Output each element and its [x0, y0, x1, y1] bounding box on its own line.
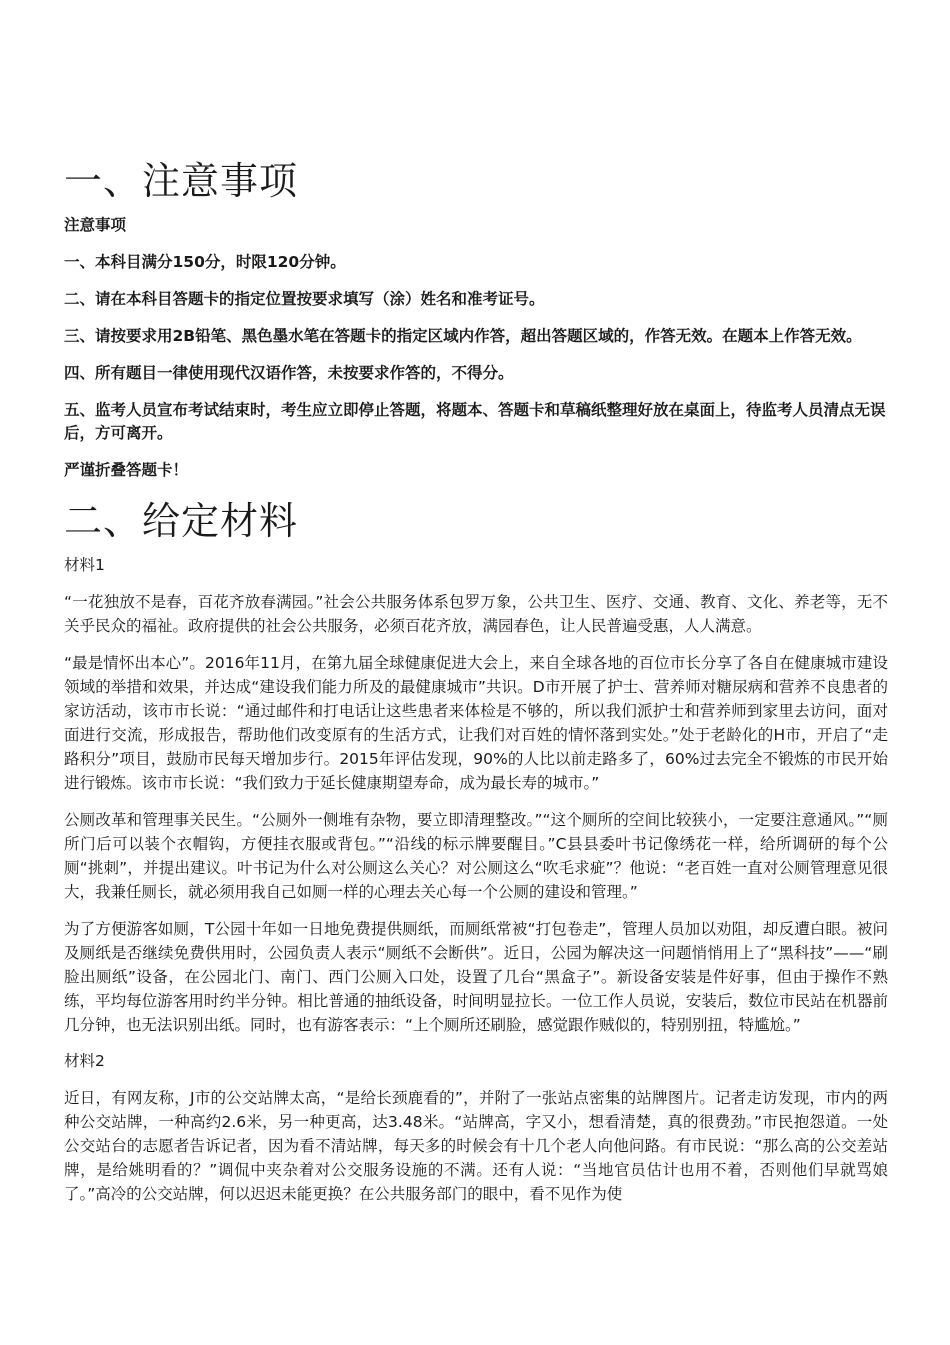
notice-warning: 严谨折叠答题卡！: [64, 461, 189, 479]
notice-item-3: 三、请按要求用2B铅笔、黑色墨水笔在答题卡的指定区域内作答，超出答题区域的，作答无效。在题本上作答无效。: [64, 327, 862, 345]
notice-subtitle: 注意事项: [64, 216, 127, 234]
notice-item-4: 四、所有题目一律使用现代汉语作答，未按要求作答的，不得分。: [64, 364, 514, 382]
material-2-paragraph: 近日，有网友称，J市的公交站牌太高，“是给长颈鹿看的”，并附了一张站点密集的站牌图片。记者走访发现，市内的两种公交站牌，一种高约2.6米，另一种更高，达3.48米。“站牌高，字又小，想看清楚，真的很费劲。”市民抱怨道。一处公交站台的志愿者告诉记者，因为看不清站牌，每天多的时候会有十几个老人向他问路。有市民说：“那么高的公交差站牌，是给姚明看的？”调侃中夹杂着对公交服务设施的不满。还有人说：“当地官员估计也用不着，否则他们早就骂娘了。”高冷的公交站牌，何以迟迟未能更换？在公共服务部门的眼中，看不见作为使: [64, 1089, 888, 1203]
material-1-label: 材料1: [64, 556, 105, 574]
document-page: [64, 156, 888, 1219]
material-1-paragraph: 为了方便游客如厕，T公园十年如一日地免费提供厕纸，而厕纸常被“打包卷走”，管理人员加以劝阻，却反遭白眼。被问及厕纸是否继续免费供用时，公园负责人表示“厕纸不会断供”。近日，公园为解决这一问题悄悄用上了“黑科技”——“刷脸出厕纸”设备，在公园北门、南门、西门公厕入口处，设置了几台“黑盒子”。新设备安装是件好事，但由于操作不熟练，平均每位游客用时约半分钟。相比普通的抽纸设备，时间明显拉长。一位工作人员说，安装后，数位市民站在机器前几分钟，也无法识别出纸。同时，也有游客表示：“上个厕所还刷脸，感觉跟作贼似的，特别别扭，特尴尬。”: [64, 920, 888, 1034]
section-title-materials: 二、给定材料: [64, 499, 299, 543]
section-title-notice: 一、注意事项: [64, 159, 299, 203]
material-2-label: 材料2: [64, 1052, 105, 1070]
notice-item-2: 二、请在本科目答题卡的指定位置按要求填写（涂）姓名和准考证号。: [64, 290, 545, 308]
material-1-paragraph: “一花独放不是春，百花齐放春满园。”社会公共服务体系包罗万象，公共卫生、医疗、交通、教育、文化、养老等，无不关乎民众的福祉。政府提供的社会公共服务，必须百花齐放，满园春色，让人民普遍受惠，人人满意。: [64, 593, 888, 635]
material-1-paragraph: “最是情怀出本心”。2016年11月，在第九届全球健康促进大会上，来自全球各地的百位市长分享了各自在健康城市建设领域的举措和效果，并达成“建设我们能力所及的最健康城市”共识。D市开展了护士、营养师对糖尿病和营养不良患者的家访活动，该市市长说：“通过邮件和打电话让这些患者来体检是不够的，所以我们派护士和营养师到家里去访问，面对面进行交流，形成报告，帮助他们改变原有的生活方式，让我们对百姓的情怀落到实处。”处于老龄化的H市，开启了“走路积分”项目，鼓励市民每天增加步行。2015年评估发现，90%的人比以前走路多了，60%过去完全不锻炼的市民开始进行锻炼。该市市长说：“我们致力于延长健康期望寿命，成为最长寿的城市。”: [64, 654, 888, 792]
material-1-paragraph: 公厕改革和管理事关民生。“公厕外一侧堆有杂物，要立即清理整改。”“这个厕所的空间比较狭小，一定要注意通风。”“厕所门后可以装个衣帽钩，方便挂衣服或背包。”“沿线的标示牌要醒目。”C县县委叶书记像绣花一样，给所调研的每个公厕“挑刺”，并提出建议。叶书记为什么对公厕这么关心？对公厕这么“吹毛求疵”？他说：“老百姓一直对公厕管理意见很大，我兼任厕长，就必须用我自己如厕一样的心理去关心每一个公厕的建设和管理。”: [64, 811, 888, 901]
notice-item-1: 一、本科目满分150分，时限120分钟。: [64, 253, 346, 271]
notice-item-5: 五、监考人员宣布考试结束时，考生应立即停止答题，将题本、答题卡和草稿纸整理好放在桌面上，待监考人员清点无误后，方可离开。: [64, 401, 886, 442]
